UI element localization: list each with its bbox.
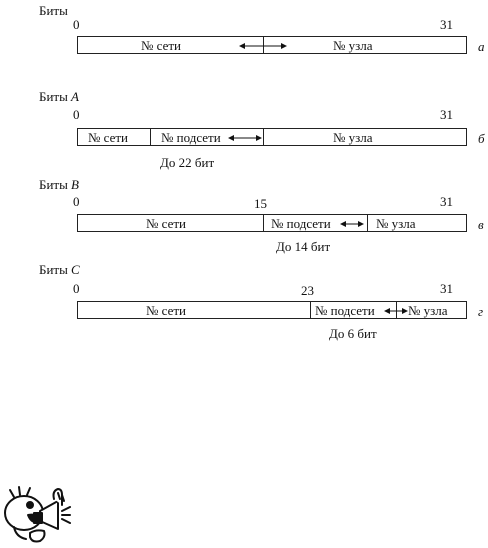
field-network: № сети [141,38,181,53]
class-letter: B [71,177,79,192]
field-divider [310,302,311,318]
bit-start-label: 0 [73,194,80,209]
variant-letter: б [478,131,485,146]
bit-end-label: 31 [440,281,453,296]
field-host: № узла [376,216,416,231]
bit-mid-label: 23 [301,283,314,298]
shouting-character-icon [0,485,72,545]
bit-range-note: До 6 бит [329,326,377,341]
bits-label: Биты [39,262,68,277]
address-bar [77,214,467,232]
class-letter: A [71,89,79,104]
bit-end-label: 31 [440,107,453,122]
bits-label: Биты [39,89,68,104]
field-host: № узла [333,38,373,53]
field-host: № узла [333,130,373,145]
variant-letter: г [478,304,484,319]
bits-label: Биты [39,177,68,192]
bit-range-note: До 22 бит [160,155,215,170]
bit-range-note: До 14 бит [276,239,331,254]
field-network: № сети [88,130,128,145]
double-arrow-icon [340,223,364,225]
double-arrow-icon [384,310,408,312]
address-bar [77,128,467,146]
field-network: № сети [146,303,186,318]
double-arrow-icon [239,45,287,47]
field-network: № сети [146,216,186,231]
field-divider [150,129,151,145]
bit-start-label: 0 [73,107,80,122]
field-divider [367,215,368,231]
double-arrow-icon [228,137,262,139]
address-bar [77,36,467,54]
field-subnet: № подсети [315,303,375,318]
bits-label: Биты [39,3,68,18]
field-subnet: № подсети [161,130,221,145]
bit-start-label: 0 [73,281,80,296]
field-divider [263,129,264,145]
bit-mid-label: 15 [254,196,267,211]
bit-end-label: 31 [440,17,453,32]
bit-start-label: 0 [73,17,80,32]
variant-letter: а [478,39,485,54]
bit-end-label: 31 [440,194,453,209]
address-bar [77,301,467,319]
field-divider [263,215,264,231]
variant-letter: в [478,217,484,232]
field-host: № узла [408,303,448,318]
class-letter: C [71,262,80,277]
field-subnet: № подсети [271,216,331,231]
